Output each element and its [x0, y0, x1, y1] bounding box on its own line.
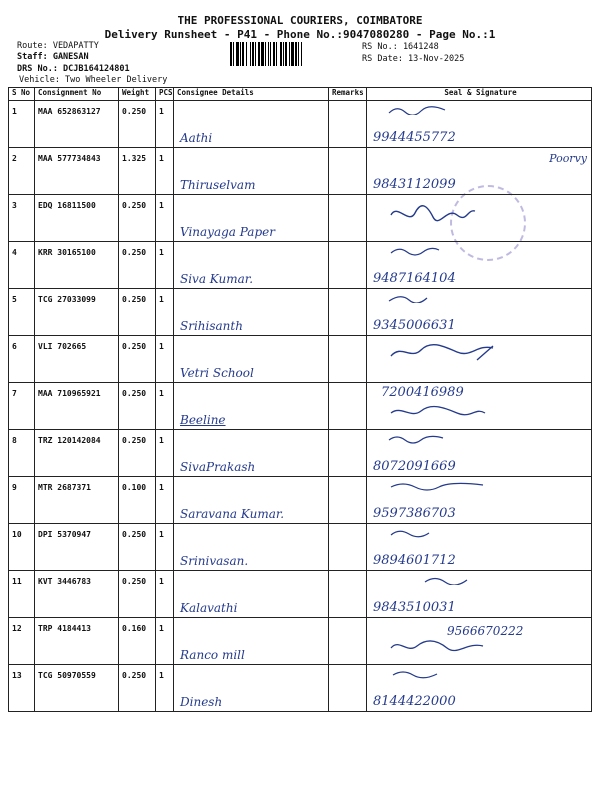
col-weight: Weight — [119, 88, 156, 101]
col-seal-signature: Seal & Signature — [367, 88, 592, 101]
signature-scribble — [387, 481, 487, 491]
cell-consignment: TRZ 120142084 — [35, 430, 119, 477]
signature-scribble — [387, 528, 447, 538]
consignee-handwriting: Thiruselvam — [180, 178, 256, 192]
cell-weight: 0.250 — [119, 383, 156, 430]
consignee-handwriting: Dinesh — [180, 695, 223, 709]
table-row — [9, 477, 592, 524]
cell-pcs: 1 — [156, 336, 174, 383]
consignee-handwriting: Vinayaga Paper — [180, 225, 275, 239]
signature-note: Poorvy — [549, 152, 587, 165]
staff-label: Staff: GANESAN — [17, 52, 89, 62]
cell-consignment: MTR 2687371 — [35, 477, 119, 524]
cell-sno: 12 — [9, 618, 35, 665]
consignee-handwriting: Beeline — [180, 413, 226, 427]
col-remarks: Remarks — [329, 88, 367, 101]
consignee-handwriting: Ranco mill — [180, 648, 245, 662]
signature-phone: 8144422000 — [373, 694, 456, 709]
cell-sno: 11 — [9, 571, 35, 618]
cell-signature — [367, 477, 592, 524]
cell-consignee — [174, 618, 329, 665]
cell-pcs: 1 — [156, 524, 174, 571]
vehicle-label: Vehicle: Two Wheeler Delivery — [19, 75, 168, 85]
cell-consignee — [174, 148, 329, 195]
table-row — [9, 524, 592, 571]
cell-signature — [367, 195, 592, 242]
table-row — [9, 101, 592, 148]
consignee-handwriting: Srinivasan. — [180, 554, 249, 568]
cell-consignment: KRR 30165100 — [35, 242, 119, 289]
cell-remarks — [329, 148, 367, 195]
signature-phone: 9894601712 — [373, 553, 456, 568]
cell-consignment: TCG 50970559 — [35, 665, 119, 712]
cell-weight: 0.250 — [119, 571, 156, 618]
rs-number: RS No.: 1641248 — [362, 42, 439, 52]
cell-weight: 0.250 — [119, 242, 156, 289]
cell-sno: 13 — [9, 665, 35, 712]
cell-signature — [367, 571, 592, 618]
signature-scribble — [387, 246, 447, 256]
cell-pcs: 1 — [156, 383, 174, 430]
cell-weight: 0.250 — [119, 289, 156, 336]
rs-date: RS Date: 13-Nov-2025 — [362, 54, 465, 64]
cell-consignment: DPI 5370947 — [35, 524, 119, 571]
cell-sno: 1 — [9, 101, 35, 148]
cell-sno: 9 — [9, 477, 35, 524]
cell-remarks — [329, 524, 367, 571]
cell-sno: 5 — [9, 289, 35, 336]
cell-pcs: 1 — [156, 242, 174, 289]
cell-weight: 0.250 — [119, 665, 156, 712]
signature-phone: 9843112099 — [373, 177, 456, 192]
col-consignment-no: Consignment No — [35, 88, 119, 101]
cell-sno: 2 — [9, 148, 35, 195]
cell-consignment: VLI 702665 — [35, 336, 119, 383]
barcode — [230, 42, 356, 66]
signature-phone: 9566670222 — [447, 624, 524, 638]
cell-signature — [367, 242, 592, 289]
cell-sno: 6 — [9, 336, 35, 383]
signature-phone: 8072091669 — [373, 459, 456, 474]
runsheet-table — [8, 87, 592, 712]
signature-phone: 7200416989 — [381, 385, 464, 400]
cell-weight: 0.250 — [119, 101, 156, 148]
cell-weight: 0.250 — [119, 430, 156, 477]
cell-consignment: EDQ 16811500 — [35, 195, 119, 242]
runsheet-title: Delivery Runsheet - P41 - Phone No.:9047080280 - Page No.:1 — [104, 28, 496, 41]
cell-remarks — [329, 477, 367, 524]
cell-consignment: MAA 577734843 — [35, 148, 119, 195]
table-row — [9, 430, 592, 477]
cell-signature — [367, 383, 592, 430]
cell-signature — [367, 289, 592, 336]
cell-signature — [367, 430, 592, 477]
table-row — [9, 336, 592, 383]
cell-consignee — [174, 383, 329, 430]
table-row — [9, 242, 592, 289]
signature-scribble — [387, 669, 447, 679]
cell-weight: 1.325 — [119, 148, 156, 195]
table-row — [9, 571, 592, 618]
signature-phone: 9597386703 — [373, 506, 456, 521]
cell-signature — [367, 524, 592, 571]
cell-weight: 0.100 — [119, 477, 156, 524]
cell-pcs: 1 — [156, 289, 174, 336]
cell-consignee — [174, 242, 329, 289]
col-sno: S No — [9, 88, 35, 101]
cell-remarks — [329, 289, 367, 336]
cell-remarks — [329, 242, 367, 289]
cell-remarks — [329, 665, 367, 712]
cell-weight: 0.250 — [119, 336, 156, 383]
signature-scribble — [387, 105, 447, 115]
signature-scribble — [387, 638, 487, 654]
cell-weight: 0.250 — [119, 524, 156, 571]
cell-signature — [367, 336, 592, 383]
cell-consignee — [174, 336, 329, 383]
table-row — [9, 289, 592, 336]
cell-consignee — [174, 430, 329, 477]
cell-consignment: MAA 652863127 — [35, 101, 119, 148]
cell-remarks — [329, 430, 367, 477]
cell-consignee — [174, 477, 329, 524]
cell-sno: 8 — [9, 430, 35, 477]
cell-remarks — [329, 101, 367, 148]
drs-label: DRS No.: DCJB164124801 — [17, 64, 130, 74]
col-consignee-details: Consignee Details — [174, 88, 329, 101]
barcode-bar — [302, 42, 303, 66]
cell-remarks — [329, 383, 367, 430]
signature-phone: 9944455772 — [373, 130, 456, 145]
cell-remarks — [329, 336, 367, 383]
cell-remarks — [329, 195, 367, 242]
cell-sno: 10 — [9, 524, 35, 571]
cell-sno: 4 — [9, 242, 35, 289]
consignee-handwriting: Aathi — [180, 131, 213, 145]
consignee-handwriting: SivaPrakash — [180, 460, 256, 474]
table-row — [9, 148, 592, 195]
cell-remarks — [329, 618, 367, 665]
cell-consignment: KVT 3446783 — [35, 571, 119, 618]
signature-scribble — [387, 342, 497, 362]
table-row — [9, 665, 592, 712]
consignee-handwriting: Kalavathi — [180, 601, 238, 615]
cell-pcs: 1 — [156, 618, 174, 665]
signature-scribble — [387, 293, 447, 303]
cell-consignee — [174, 524, 329, 571]
cell-consignee — [174, 571, 329, 618]
cell-pcs: 1 — [156, 571, 174, 618]
cell-pcs: 1 — [156, 477, 174, 524]
consignee-handwriting: Srihisanth — [180, 319, 243, 333]
consignee-handwriting: Vetri School — [180, 366, 254, 380]
signature-phone: 9843510031 — [373, 600, 456, 615]
signature-scribble — [387, 434, 447, 444]
cell-signature — [367, 665, 592, 712]
table-row — [9, 195, 592, 242]
cell-pcs: 1 — [156, 665, 174, 712]
cell-consignee — [174, 289, 329, 336]
cell-signature — [367, 101, 592, 148]
cell-signature — [367, 148, 592, 195]
cell-consignee — [174, 665, 329, 712]
table-header-row — [9, 88, 592, 101]
cell-weight: 0.250 — [119, 195, 156, 242]
cell-sno: 7 — [9, 383, 35, 430]
cell-pcs: 1 — [156, 101, 174, 148]
table-row — [9, 383, 592, 430]
cell-consignee — [174, 101, 329, 148]
signature-scribble — [387, 203, 477, 225]
signature-phone: 9345006631 — [373, 318, 456, 333]
cell-sno: 3 — [9, 195, 35, 242]
table-row — [9, 618, 592, 665]
cell-weight: 0.160 — [119, 618, 156, 665]
cell-pcs: 1 — [156, 148, 174, 195]
consignee-handwriting: Siva Kumar. — [180, 272, 254, 286]
company-title: THE PROFESSIONAL COURIERS, COIMBATORE — [177, 14, 423, 27]
route-label: Route: VEDAPATTY — [17, 41, 99, 51]
cell-consignee — [174, 195, 329, 242]
signature-phone: 9487164104 — [373, 271, 456, 286]
cell-consignment: MAA 710965921 — [35, 383, 119, 430]
cell-remarks — [329, 571, 367, 618]
signature-scribble — [387, 405, 487, 419]
signature-scribble — [423, 575, 483, 585]
consignee-handwriting: Saravana Kumar. — [180, 507, 285, 521]
cell-signature — [367, 618, 592, 665]
cell-pcs: 1 — [156, 430, 174, 477]
col-pcs: PCS — [156, 88, 174, 101]
cell-pcs: 1 — [156, 195, 174, 242]
cell-consignment: TRP 4184413 — [35, 618, 119, 665]
cell-consignment: TCG 27033099 — [35, 289, 119, 336]
